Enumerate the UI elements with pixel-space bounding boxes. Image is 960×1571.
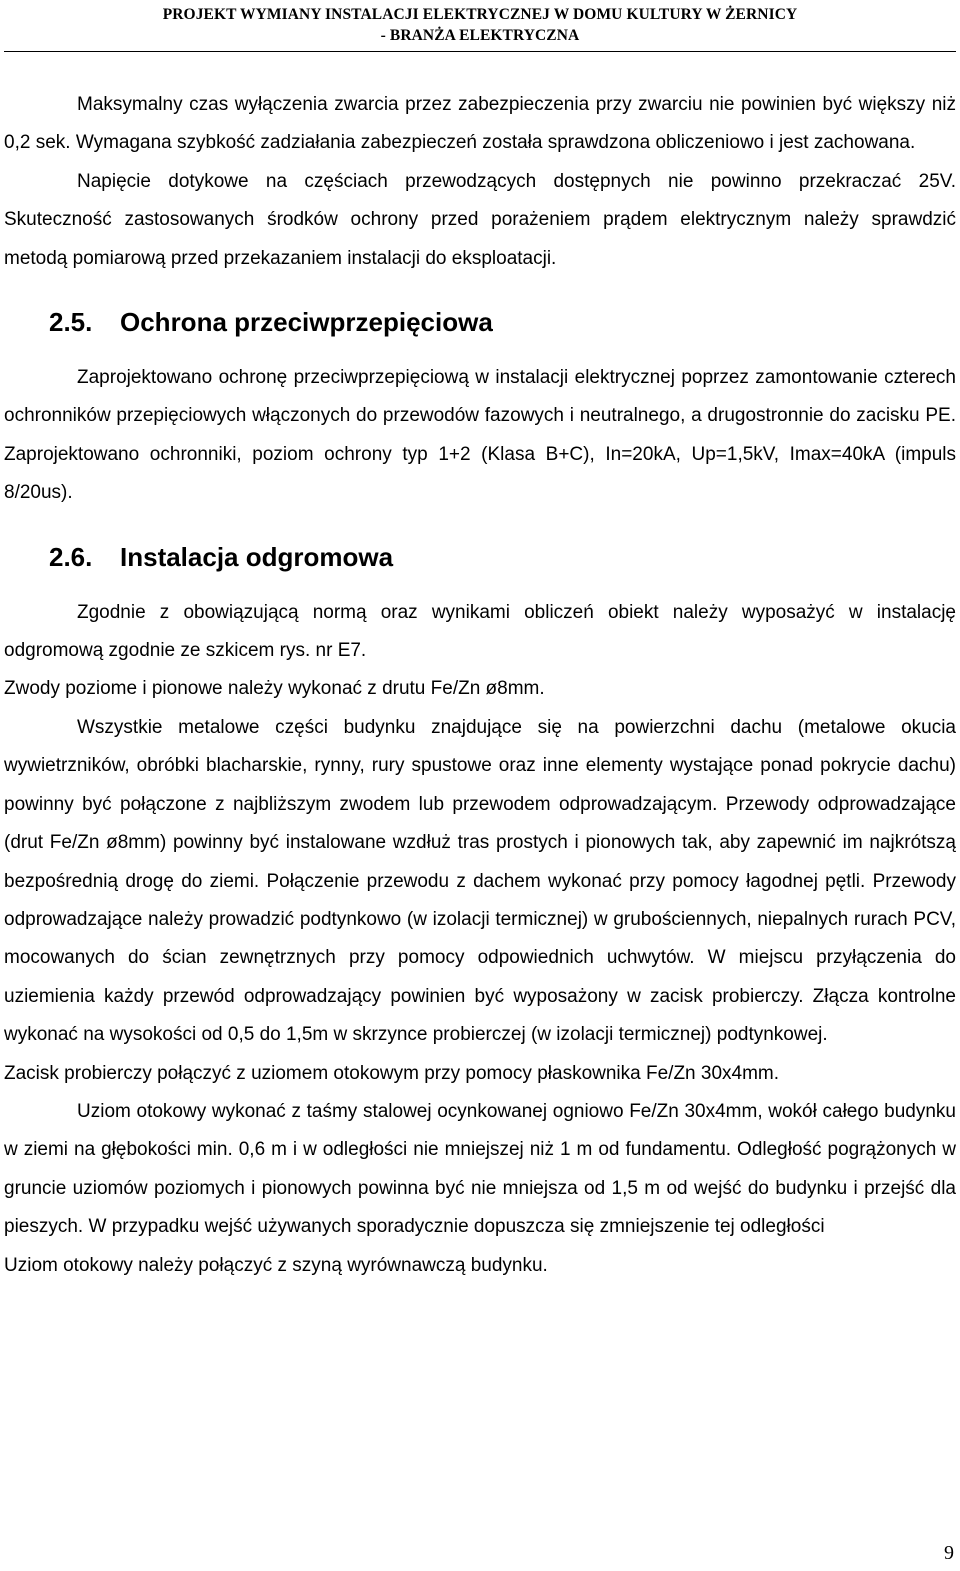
- paragraph-touch-voltage: Napięcie dotykowe na częściach przewodzących dostępnych nie powinno przekraczać 25V. Skuteczność zastosowanych środków ochrony przed porażeniem prądem elektrycznym należy sprawdzić metodą pomiarową przed przekazaniem instalacji do eksploatacji.: [4, 170, 956, 269]
- section-title: Instalacja odgromowa: [120, 541, 394, 572]
- paragraph-metal-parts: Wszystkie metalowe części budynku znajdujące się na powierzchni dachu (metalowe okucia wywietrzników, obróbki blacharskie, rynny, rury spustowe oraz inne elementy wystające ponad pokrycie dachu) powinny być połączone z najbliższym zwodem lub przewodem odprowadzającym. Przewody odprowadzające (drut Fe/Zn ø8mm) powinny być instalowane wzdłuż tras prostych i pionowych tak, aby zapewnić im najkrótszą bezpośrednią drogę do ziemi. Połączenie przewodu z dachem wykonać przy pomocy łagodnej pętli. Przewody odprowadzające należy prowadzić podtynkowo (w izolacji termicznej) w grubościennych, niepalnych rurach PCV, mocowanych do ścian zewnętrznych przy pomocy odpowiednich uchwytów. W miejscu przyłączenia do uziemienia każdy przewód odprowadzający powinien być wyposażony w zacisk probierczy. Złącza kontrolne wykonać na wysokości od 0,5 do 1,5m w skrzynce probierczej (w izolacji termicznej) podtynkowej.: [4, 716, 956, 1046]
- document-body: [4, 86, 956, 1285]
- paragraph-equipotential-bar: Uziom otokowy należy połączyć z szyną wyrównawczą budynku.: [4, 1254, 548, 1276]
- paragraph-ring-earth: Uziom otokowy wykonać z taśmy stalowej ocynkowanej ogniowo Fe/Zn 30x4mm, wokół całego budynku w ziemi na głębokości min. 0,6 m i w odległości nie mniejszej niż 1 m od fundamentu. Odległość pogrążonych w gruncie uziomów poziomych i pionowych powinna być nie mniejsza od 1,5 m od wejść do budynku i przejść dla pieszych. W przypadku wejść używanych sporadycznie dopuszcza się zmniejszenie tej odległości: [4, 1100, 956, 1238]
- section-title: Ochrona przeciwprzepięciowa: [120, 307, 493, 338]
- page-number: 9: [944, 1542, 954, 1564]
- paragraph-lightning-norm: Zgodnie z obowiązującą normą oraz wynikami obliczeń obiekt należy wyposażyć w instalację odgromową zgodnie ze szkicem rys. nr E7.: [4, 601, 956, 662]
- paragraph-test-clamp: Zacisk probierczy połączyć z uziomem otokowym przy pomocy płaskownika Fe/Zn 30x4mm.: [4, 1062, 780, 1084]
- section-heading-lightning-protection: [4, 537, 956, 577]
- section-number: 2.5.: [49, 307, 93, 338]
- header-divider: [4, 51, 956, 52]
- header-title-line: PROJEKT WYMIANY INSTALACJI ELEKTRYCZNEJ W DOMU KULTURY W ŻERNICY: [162, 6, 798, 23]
- paragraph-surge-protection: Zaprojektowano ochronę przeciwprzepięciową w instalacji elektrycznej poprzez zamontowanie czterech ochronników przepięciowych włączonych do przewodów fazowych i neutralnego, a drugostronnie do zacisku PE. Zaprojektowano ochronniki, poziom ochrony typ 1+2 (Klasa B+C), In=20kA, Up=1,5kV, Imax=40kA (impuls 8/20us).: [4, 367, 956, 504]
- paragraph-air-terminals: Zwody poziome i pionowe należy wykonać z drutu Fe/Zn ø8mm.: [4, 678, 545, 700]
- section-heading-surge-protection: [4, 302, 956, 342]
- paragraph-short-circuit-time: Maksymalny czas wyłączenia zwarcia przez zabezpieczenia przy zwarciu nie powinien być większy niż 0,2 sek. Wymagana szybkość zadziałania zabezpieczeń została sprawdzona obliczeniowo i jest zachowana.: [4, 94, 956, 154]
- page-header: [0, 4, 960, 46]
- section-number: 2.6.: [49, 541, 93, 572]
- header-subtitle-line: - BRANŻA ELEKTRYCZNA: [380, 27, 580, 44]
